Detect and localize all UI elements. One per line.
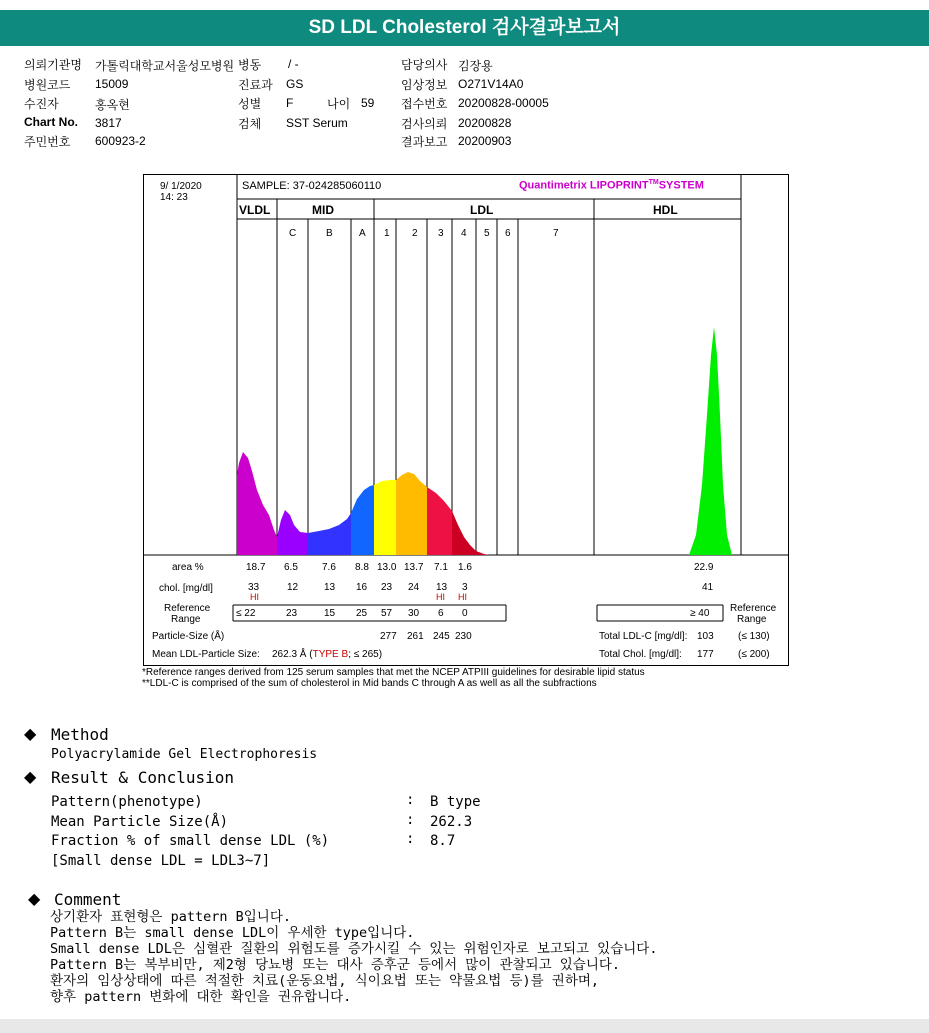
header-label: 성별 bbox=[238, 97, 262, 111]
peak-1 bbox=[374, 480, 396, 555]
report-date: 9/ 1/2020 bbox=[160, 181, 202, 192]
area-value: 8.8 bbox=[355, 562, 369, 573]
range-label-right: Range bbox=[737, 614, 767, 625]
comment-line: 향후 pattern 변화에 대한 확인을 권유합니다. bbox=[50, 989, 352, 1005]
header-value: 김장용 bbox=[458, 59, 493, 73]
area-value: 6.5 bbox=[284, 562, 298, 573]
header-value: 20200828-00005 bbox=[458, 96, 549, 110]
result-label: Mean Particle Size(Å) bbox=[51, 814, 229, 830]
result-label: Pattern(phenotype) bbox=[51, 794, 203, 810]
particle-size: 261 bbox=[407, 631, 424, 642]
method-text: Polyacrylamide Gel Electrophoresis bbox=[51, 747, 318, 762]
row-label-ref: Reference bbox=[164, 603, 211, 614]
chol-value: 12 bbox=[287, 582, 299, 593]
particle-size: 277 bbox=[380, 631, 397, 642]
comment-line: 상기환자 표현형은 pattern B입니다. bbox=[50, 909, 291, 925]
sample-id: SAMPLE: 37-024285060110 bbox=[242, 180, 382, 192]
hi-flag: HI bbox=[250, 592, 259, 602]
comment-line: Pattern B는 복부비만, 제2형 당뇨병 또는 대사 증후군 등에서 많이 관찰되고 있습니다. bbox=[50, 957, 621, 973]
chol-value: 3 bbox=[462, 582, 468, 593]
comment-line: Small dense LDL은 심혈관 질환의 위험도를 증가시킬 수 있는 위험인자로 보고되고 있습니다. bbox=[50, 941, 658, 957]
system-name bbox=[519, 179, 704, 192]
area-value: 7.6 bbox=[322, 562, 336, 573]
header-value: 20200903 bbox=[458, 134, 512, 148]
hdl-ref-value: ≥ 40 bbox=[690, 608, 710, 619]
band-label: B bbox=[326, 228, 333, 239]
band-label: 5 bbox=[484, 228, 490, 239]
peak-a bbox=[351, 485, 374, 555]
row-label-chol: chol. [mg/dl] bbox=[159, 583, 213, 594]
header-value: O271V14A0 bbox=[458, 77, 524, 91]
band-label: 2 bbox=[412, 228, 418, 239]
header-value: / - bbox=[288, 57, 299, 71]
peak-c bbox=[277, 510, 308, 555]
chol-value: 13 bbox=[324, 582, 336, 593]
ref-value: 23 bbox=[286, 608, 298, 619]
total-ldl-label: Total LDL-C [mg/dl]: bbox=[599, 631, 688, 642]
mean-paren: ( bbox=[309, 649, 313, 660]
header-label: 수진자 bbox=[24, 97, 59, 111]
ref-value: 6 bbox=[438, 608, 444, 619]
result-colon: : bbox=[406, 792, 415, 808]
comment-line: 환자의 임상상태에 따른 적절한 치료(운동요법, 식이요법 또는 약물요법 등)를 권하며, bbox=[50, 973, 600, 989]
area-value: 13.7 bbox=[404, 562, 424, 573]
band-label: 6 bbox=[505, 228, 511, 239]
total-chol-ref: (≤ 200) bbox=[738, 649, 770, 660]
footnote-2: **LDL-C is comprised of the sum of cholesterol in Mid bands C through A as well as all the subfractions bbox=[142, 678, 597, 689]
system-name-suffix: SYSTEM bbox=[658, 179, 704, 192]
mean-suffix: ; ≤ 265) bbox=[348, 649, 383, 660]
row-label-mean: Mean LDL-Particle Size: bbox=[152, 649, 260, 660]
header-value: 20200828 bbox=[458, 116, 512, 130]
area-value: 18.7 bbox=[246, 562, 266, 573]
header-label: 임상정보 bbox=[401, 78, 448, 92]
total-ldl-value: 103 bbox=[697, 631, 714, 642]
header-value: GS bbox=[286, 77, 304, 91]
group-vldl: VLDL bbox=[239, 203, 271, 217]
group-hdl: HDL bbox=[653, 203, 678, 217]
row-label-size: Particle-Size (Å) bbox=[152, 631, 225, 642]
mean-value: 262.3 Å bbox=[272, 649, 307, 660]
result-title: Result & Conclusion bbox=[51, 768, 235, 787]
header-value: 홍옥현 bbox=[95, 98, 130, 112]
particle-size: 245 bbox=[433, 631, 450, 642]
total-chol-value: 177 bbox=[697, 649, 714, 660]
mean-size-value bbox=[272, 649, 382, 660]
header-label: 나이 bbox=[327, 97, 351, 111]
hi-flag: HI bbox=[458, 592, 467, 602]
result-value: B type bbox=[430, 794, 481, 810]
bullet-diamond-icon: ◆ bbox=[24, 724, 37, 743]
result-colon: : bbox=[406, 831, 415, 847]
hi-flag: HI bbox=[436, 592, 445, 602]
ref-value: ≤ 22 bbox=[236, 608, 256, 619]
header-value: 59 bbox=[361, 96, 375, 110]
header-label: 주민번호 bbox=[24, 135, 71, 149]
header-label: 담당의사 bbox=[401, 58, 448, 72]
band-label: 1 bbox=[384, 228, 390, 239]
header-value: SST Serum bbox=[286, 116, 348, 130]
header-label: 진료과 bbox=[238, 78, 273, 92]
header-label: 의뢰기관명 bbox=[24, 58, 82, 72]
header-value: 600923-2 bbox=[95, 134, 146, 148]
result-colon: : bbox=[406, 812, 415, 828]
total-ldl-ref: (≤ 130) bbox=[738, 631, 770, 642]
group-ldl: LDL bbox=[470, 203, 494, 217]
peak-b bbox=[308, 513, 351, 555]
comment-line: Pattern B는 small dense LDL이 우세한 type입니다. bbox=[50, 925, 415, 941]
header-label: 검체 bbox=[238, 117, 262, 131]
ref-value: 15 bbox=[324, 608, 336, 619]
bullet-diamond-icon: ◆ bbox=[28, 889, 41, 908]
peak-3 bbox=[427, 487, 452, 555]
ref-value: 0 bbox=[462, 608, 468, 619]
header-value: 가톨릭대학교서울성모병원 bbox=[95, 59, 235, 73]
chol-value: 33 bbox=[248, 582, 260, 593]
total-chol-label: Total Chol. [mg/dl]: bbox=[599, 649, 682, 660]
header-label: 병원코드 bbox=[24, 78, 71, 92]
band-label: C bbox=[289, 228, 297, 239]
chart-peaks bbox=[237, 327, 732, 555]
header-value: 15009 bbox=[95, 77, 129, 91]
row-label-area: area % bbox=[172, 562, 204, 573]
chol-value: 16 bbox=[356, 582, 368, 593]
report-title: SD LDL Cholesterol 검사결과보고서 bbox=[0, 10, 929, 46]
group-mid: MID bbox=[312, 203, 334, 217]
lipoprint-report bbox=[143, 174, 789, 666]
header-label: 병동 bbox=[238, 58, 262, 72]
system-tm: TM bbox=[648, 179, 659, 186]
ref-label-right: Reference bbox=[730, 603, 777, 614]
band-label: A bbox=[359, 228, 366, 239]
band-label: 4 bbox=[461, 228, 467, 239]
result-value: 8.7 bbox=[430, 833, 456, 849]
peak-hdl bbox=[689, 327, 732, 555]
header-label: 검사의뢰 bbox=[401, 117, 448, 131]
header-label: 접수번호 bbox=[401, 97, 448, 111]
bottom-band bbox=[0, 1019, 929, 1033]
bullet-diamond-icon: ◆ bbox=[24, 767, 37, 786]
band-label: 7 bbox=[553, 228, 559, 239]
particle-size: 230 bbox=[455, 631, 472, 642]
ref-value: 25 bbox=[356, 608, 368, 619]
header-label: Chart No. bbox=[24, 115, 78, 129]
header-value: F bbox=[286, 96, 294, 110]
result-label: Fraction % of small dense LDL (%) bbox=[51, 833, 330, 849]
area-value: 1.6 bbox=[458, 562, 472, 573]
report-time: 14: 23 bbox=[160, 192, 188, 203]
ref-value: 57 bbox=[381, 608, 393, 619]
area-value: 7.1 bbox=[434, 562, 448, 573]
chol-value: 24 bbox=[408, 582, 420, 593]
peak-4 bbox=[452, 511, 489, 555]
header-value: 3817 bbox=[95, 116, 122, 130]
peak-2 bbox=[396, 472, 427, 555]
row-label-range: Range bbox=[171, 614, 201, 625]
comment-title: Comment bbox=[54, 890, 122, 909]
chol-value: 23 bbox=[381, 582, 393, 593]
system-name-main: Quantimetrix LIPOPRINT bbox=[519, 179, 649, 192]
mean-type: TYPE B bbox=[312, 649, 349, 660]
band-label: 3 bbox=[438, 228, 444, 239]
chol-value: 41 bbox=[702, 582, 714, 593]
ref-value: 30 bbox=[408, 608, 420, 619]
header-label: 결과보고 bbox=[401, 135, 448, 149]
result-value: 262.3 bbox=[430, 814, 473, 830]
area-value: 22.9 bbox=[694, 562, 714, 573]
area-value: 13.0 bbox=[377, 562, 397, 573]
peak-vldl bbox=[237, 452, 277, 555]
chol-value: 13 bbox=[436, 582, 448, 593]
method-title: Method bbox=[51, 725, 109, 744]
result-note: [Small dense LDL = LDL3~7] bbox=[51, 853, 271, 869]
footnote-1: *Reference ranges derived from 125 serum samples that met the NCEP ATPIII guidelines for desirable lipid status bbox=[142, 667, 645, 678]
